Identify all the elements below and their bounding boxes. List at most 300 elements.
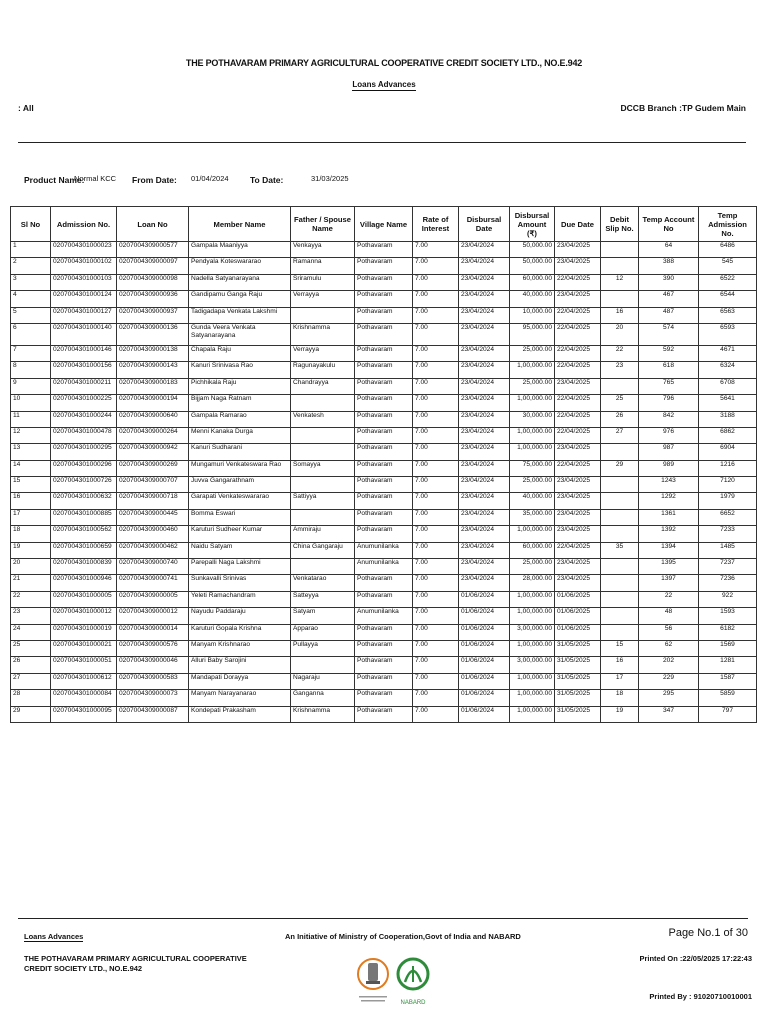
- table-cell: 7233: [699, 526, 757, 542]
- column-header: Due Date: [555, 207, 601, 242]
- table-row: [11, 690, 757, 706]
- table-cell: 0207004301000946: [51, 575, 117, 591]
- table-cell: 25,000.00: [510, 477, 555, 493]
- table-row: [11, 640, 757, 656]
- table-cell: 295: [639, 690, 699, 706]
- table-cell: 1,00,000.00: [510, 706, 555, 722]
- table-cell: 60,000.00: [510, 542, 555, 558]
- table-cell: Menni Kanaka Durga: [189, 427, 291, 443]
- table-cell: Apparao: [291, 624, 355, 640]
- table-cell: 10: [11, 395, 51, 411]
- table-cell: 23/04/2024: [459, 559, 510, 575]
- table-cell: 229: [639, 673, 699, 689]
- table-cell: 23/04/2025: [555, 291, 601, 307]
- table-cell: 28,000.00: [510, 575, 555, 591]
- table-cell: China Gangaraju: [291, 542, 355, 558]
- table-cell: Nadella Satyanarayana: [189, 274, 291, 290]
- table-row: [11, 591, 757, 607]
- table-cell: 0207004301000102: [51, 258, 117, 274]
- table-cell: 0207004301000295: [51, 444, 117, 460]
- table-cell: 60,000.00: [510, 274, 555, 290]
- table-cell: Pullayya: [291, 640, 355, 656]
- table-cell: 1392: [639, 526, 699, 542]
- table-cell: 7.00: [413, 493, 459, 509]
- table-cell: Ramanna: [291, 258, 355, 274]
- table-cell: 22/04/2025: [555, 274, 601, 290]
- table-cell: 7.00: [413, 706, 459, 722]
- table-cell: 592: [639, 345, 699, 361]
- table-cell: 796: [639, 395, 699, 411]
- table-cell: 0207004301000146: [51, 345, 117, 361]
- table-cell: Karuturi Gopala Krishna: [189, 624, 291, 640]
- table-row: [11, 575, 757, 591]
- table-cell: 9: [11, 378, 51, 394]
- table-cell: [601, 242, 639, 258]
- table-cell: Ganganna: [291, 690, 355, 706]
- table-cell: 0207004309000937: [117, 307, 189, 323]
- table-cell: 0207004309000136: [117, 323, 189, 345]
- table-header-row: [11, 207, 757, 242]
- table-cell: [291, 395, 355, 411]
- table-cell: 0207004309000460: [117, 526, 189, 542]
- table-cell: 0207004301000478: [51, 427, 117, 443]
- table-row: [11, 274, 757, 290]
- table-cell: 22/04/2025: [555, 427, 601, 443]
- table-cell: 2: [11, 258, 51, 274]
- table-cell: 6593: [699, 323, 757, 345]
- table-cell: 0207004301000296: [51, 460, 117, 476]
- table-cell: Pothavaram: [355, 640, 413, 656]
- table-row: [11, 427, 757, 443]
- table-cell: 0207004301000612: [51, 673, 117, 689]
- table-cell: 7120: [699, 477, 757, 493]
- table-cell: Manyam Krishnarao: [189, 640, 291, 656]
- table-cell: Anumunilanka: [355, 542, 413, 558]
- table-cell: 31/05/2025: [555, 706, 601, 722]
- table-cell: 23/04/2024: [459, 274, 510, 290]
- table-cell: 7.00: [413, 378, 459, 394]
- table-cell: 0207004301000005: [51, 591, 117, 607]
- table-cell: 0207004309000014: [117, 624, 189, 640]
- table-cell: 6862: [699, 427, 757, 443]
- table-cell: Pendyala Koteswararao: [189, 258, 291, 274]
- table-cell: [291, 307, 355, 323]
- table-cell: 1: [11, 242, 51, 258]
- table-cell: 25,000.00: [510, 559, 555, 575]
- column-header: Loan No: [117, 207, 189, 242]
- table-cell: 31/05/2025: [555, 657, 601, 673]
- table-cell: 7.00: [413, 690, 459, 706]
- nabard-logo-icon: [393, 952, 433, 1012]
- table-cell: 0207004301000885: [51, 509, 117, 525]
- table-cell: 12: [601, 274, 639, 290]
- table-cell: Anumunilanka: [355, 608, 413, 624]
- table-cell: Gandipamu Ganga Raju: [189, 291, 291, 307]
- column-header: Temp Account No: [639, 207, 699, 242]
- table-cell: 62: [639, 640, 699, 656]
- table-cell: 574: [639, 323, 699, 345]
- table-cell: 22/04/2025: [555, 345, 601, 361]
- table-cell: 16: [601, 307, 639, 323]
- table-cell: 0207004301000051: [51, 657, 117, 673]
- table-cell: 19: [11, 542, 51, 558]
- table-cell: 23/04/2024: [459, 542, 510, 558]
- table-cell: 842: [639, 411, 699, 427]
- table-cell: 23/04/2024: [459, 242, 510, 258]
- table-cell: Kanuri Srinivasa Rao: [189, 362, 291, 378]
- table-cell: 1,00,000.00: [510, 690, 555, 706]
- table-cell: [291, 657, 355, 673]
- table-cell: 0207004309000445: [117, 509, 189, 525]
- nabard-logo-text: NABARD: [400, 1000, 426, 1006]
- table-cell: 17: [11, 509, 51, 525]
- table-cell: 01/06/2024: [459, 657, 510, 673]
- table-cell: 0207004301000012: [51, 608, 117, 624]
- table-cell: 23: [601, 362, 639, 378]
- table-row: [11, 362, 757, 378]
- table-row: [11, 608, 757, 624]
- column-header: Debit Slip No.: [601, 207, 639, 242]
- table-cell: 7.00: [413, 427, 459, 443]
- table-cell: Yeleti Ramachandram: [189, 591, 291, 607]
- table-cell: Pothavaram: [355, 242, 413, 258]
- column-header: Admission No.: [51, 207, 117, 242]
- product-name-value: Normal KCC: [74, 174, 117, 183]
- table-cell: Gampala Maaniyya: [189, 242, 291, 258]
- table-cell: 23/04/2025: [555, 493, 601, 509]
- table-cell: 0207004301000244: [51, 411, 117, 427]
- table-cell: 31/05/2025: [555, 690, 601, 706]
- table-cell: 20: [601, 323, 639, 345]
- footer-divider: [18, 918, 748, 919]
- table-cell: 23/04/2024: [459, 477, 510, 493]
- table-cell: Pothavaram: [355, 258, 413, 274]
- table-cell: Verrayya: [291, 291, 355, 307]
- table-cell: 6486: [699, 242, 757, 258]
- table-cell: 7.00: [413, 657, 459, 673]
- printed-by: Printed By : 91020710010001: [649, 992, 752, 1001]
- table-cell: 0207004309000936: [117, 291, 189, 307]
- table-cell: 7.00: [413, 323, 459, 345]
- table-cell: [601, 378, 639, 394]
- table-cell: 0207004309000718: [117, 493, 189, 509]
- table-cell: 0207004309000942: [117, 444, 189, 460]
- table-cell: 3188: [699, 411, 757, 427]
- table-cell: 347: [639, 706, 699, 722]
- table-cell: 388: [639, 258, 699, 274]
- table-cell: 1,00,000.00: [510, 427, 555, 443]
- table-cell: Pichhikala Raju: [189, 378, 291, 394]
- table-cell: 40,000.00: [510, 291, 555, 307]
- table-cell: 7.00: [413, 274, 459, 290]
- table-cell: 7.00: [413, 411, 459, 427]
- table-cell: 1587: [699, 673, 757, 689]
- report-subtitle: [0, 80, 768, 89]
- table-cell: [601, 559, 639, 575]
- table-cell: 14: [11, 460, 51, 476]
- to-date-value: 31/03/2025: [311, 174, 349, 183]
- footer-society-name: THE POTHAVARAM PRIMARY AGRICULTURAL COOPERATIVE CREDIT SOCIETY LTD., NO.E.942: [24, 954, 247, 973]
- table-cell: 16: [601, 657, 639, 673]
- table-cell: 23/04/2025: [555, 477, 601, 493]
- table-cell: 7.00: [413, 526, 459, 542]
- table-cell: 5641: [699, 395, 757, 411]
- table-cell: 23/04/2025: [555, 509, 601, 525]
- table-cell: 7.00: [413, 624, 459, 640]
- table-cell: 4: [11, 291, 51, 307]
- table-cell: 1593: [699, 608, 757, 624]
- table-cell: Somayya: [291, 460, 355, 476]
- table-cell: Karuturi Sudheer Kumar: [189, 526, 291, 542]
- table-cell: 0207004309000183: [117, 378, 189, 394]
- table-cell: Pothavaram: [355, 657, 413, 673]
- scope-label: : All: [18, 103, 34, 113]
- table-cell: Kanuri Sudharani: [189, 444, 291, 460]
- table-cell: 22: [639, 591, 699, 607]
- table-cell: Juvva Gangarathnam: [189, 477, 291, 493]
- table-cell: Nagaraju: [291, 673, 355, 689]
- table-cell: 7.00: [413, 640, 459, 656]
- table-cell: 35,000.00: [510, 509, 555, 525]
- table-cell: 19: [601, 706, 639, 722]
- table-cell: 0207004301000103: [51, 274, 117, 290]
- table-cell: 01/06/2025: [555, 608, 601, 624]
- table-cell: 0207004309000577: [117, 242, 189, 258]
- table-row: [11, 307, 757, 323]
- table-cell: 20: [11, 559, 51, 575]
- table-cell: 23/04/2024: [459, 291, 510, 307]
- table-cell: Pothavaram: [355, 509, 413, 525]
- table-cell: Sriramulu: [291, 274, 355, 290]
- table-cell: 01/06/2024: [459, 640, 510, 656]
- table-cell: 0207004309000740: [117, 559, 189, 575]
- table-cell: 1,00,000.00: [510, 608, 555, 624]
- table-row: [11, 411, 757, 427]
- table-cell: 27: [11, 673, 51, 689]
- table-cell: Gunda Veera Venkata Satyanarayana: [189, 323, 291, 345]
- table-cell: 16: [11, 493, 51, 509]
- table-cell: 56: [639, 624, 699, 640]
- table-cell: 618: [639, 362, 699, 378]
- table-cell: 1395: [639, 559, 699, 575]
- table-cell: Tadigadapa Venkata Lakshmi: [189, 307, 291, 323]
- table-cell: 1,00,000.00: [510, 640, 555, 656]
- table-row: [11, 673, 757, 689]
- loans-table: [10, 206, 757, 723]
- table-cell: 22/04/2025: [555, 411, 601, 427]
- table-cell: 7.00: [413, 345, 459, 361]
- table-cell: Pothavaram: [355, 477, 413, 493]
- table-cell: 23/04/2025: [555, 559, 601, 575]
- table-cell: 23/04/2024: [459, 575, 510, 591]
- table-cell: Sattiyya: [291, 493, 355, 509]
- table-cell: 1,00,000.00: [510, 362, 555, 378]
- table-cell: 22/04/2025: [555, 460, 601, 476]
- table-cell: Pothavaram: [355, 493, 413, 509]
- table-cell: 23: [11, 608, 51, 624]
- table-cell: 25,000.00: [510, 345, 555, 361]
- table-cell: 13: [11, 444, 51, 460]
- table-cell: Chandrayya: [291, 378, 355, 394]
- table-cell: 40,000.00: [510, 493, 555, 509]
- table-cell: 22/04/2025: [555, 542, 601, 558]
- branch-label: DCCB Branch :TP Gudem Main: [620, 103, 746, 113]
- footer-report-name: Loans Advances: [24, 932, 84, 941]
- report-title: THE POTHAVARAM PRIMARY AGRICULTURAL COOPERATIVE CREDIT SOCIETY LTD., NO.E.942: [185, 58, 583, 68]
- table-cell: 0207004309000269: [117, 460, 189, 476]
- table-cell: Bijjam Naga Ratnam: [189, 395, 291, 411]
- table-cell: 23/04/2025: [555, 378, 601, 394]
- table-cell: Ragunayakulu: [291, 362, 355, 378]
- table-cell: 23/04/2024: [459, 362, 510, 378]
- table-cell: 23/04/2025: [555, 575, 601, 591]
- table-cell: 0207004309000046: [117, 657, 189, 673]
- table-cell: 48: [639, 608, 699, 624]
- table-cell: 3: [11, 274, 51, 290]
- to-date-label: To Date:: [250, 175, 284, 185]
- table-cell: 6544: [699, 291, 757, 307]
- table-cell: 7.00: [413, 307, 459, 323]
- column-header: Village Name: [355, 207, 413, 242]
- table-cell: 7.00: [413, 542, 459, 558]
- table-cell: 25: [601, 395, 639, 411]
- table-cell: 7.00: [413, 477, 459, 493]
- table-cell: 95,000.00: [510, 323, 555, 345]
- table-cell: 35: [601, 542, 639, 558]
- table-cell: 0207004301000839: [51, 559, 117, 575]
- table-cell: Venkayya: [291, 242, 355, 258]
- table-cell: 1,00,000.00: [510, 444, 555, 460]
- table-cell: 7.00: [413, 559, 459, 575]
- table-cell: Ammiraju: [291, 526, 355, 542]
- table-cell: 467: [639, 291, 699, 307]
- table-row: [11, 706, 757, 722]
- page-number: Page No.1 of 30: [668, 927, 748, 939]
- table-cell: 01/06/2024: [459, 706, 510, 722]
- table-cell: [601, 493, 639, 509]
- table-cell: Manyam Narayanarao: [189, 690, 291, 706]
- table-cell: Venkatarao: [291, 575, 355, 591]
- table-cell: 22: [11, 591, 51, 607]
- table-cell: Bomma Eswari: [189, 509, 291, 525]
- column-header: Father / Spouse Name: [291, 207, 355, 242]
- table-cell: 1292: [639, 493, 699, 509]
- table-row: [11, 258, 757, 274]
- table-cell: [601, 477, 639, 493]
- table-cell: [291, 444, 355, 460]
- footer-logos: [355, 952, 435, 1014]
- table-cell: 50,000.00: [510, 242, 555, 258]
- table-row: [11, 323, 757, 345]
- table-cell: 0207004309000005: [117, 591, 189, 607]
- table-cell: 27: [601, 427, 639, 443]
- table-cell: 22/04/2025: [555, 307, 601, 323]
- table-cell: 15: [11, 477, 51, 493]
- table-cell: Satyam: [291, 608, 355, 624]
- table-cell: 01/06/2024: [459, 690, 510, 706]
- table-cell: 23/04/2025: [555, 526, 601, 542]
- table-cell: 1485: [699, 542, 757, 558]
- table-cell: 26: [11, 657, 51, 673]
- table-cell: 7.00: [413, 258, 459, 274]
- table-cell: 0207004301000019: [51, 624, 117, 640]
- table-cell: 6324: [699, 362, 757, 378]
- table-cell: 21: [11, 575, 51, 591]
- table-cell: 1394: [639, 542, 699, 558]
- table-cell: 976: [639, 427, 699, 443]
- table-cell: 23/04/2024: [459, 444, 510, 460]
- table-cell: 3,00,000.00: [510, 657, 555, 673]
- table-cell: [601, 291, 639, 307]
- table-cell: 797: [699, 706, 757, 722]
- table-cell: 0207004309000073: [117, 690, 189, 706]
- table-row: [11, 477, 757, 493]
- table-cell: 0207004309000098: [117, 274, 189, 290]
- header-divider: [18, 142, 746, 143]
- column-header: Member Name: [189, 207, 291, 242]
- table-cell: 0207004309000138: [117, 345, 189, 361]
- table-cell: 7.00: [413, 460, 459, 476]
- table-cell: Naidu Satyam: [189, 542, 291, 558]
- table-cell: 1216: [699, 460, 757, 476]
- table-cell: 7.00: [413, 362, 459, 378]
- table-cell: [601, 591, 639, 607]
- table-cell: 64: [639, 242, 699, 258]
- table-cell: 0207004309000264: [117, 427, 189, 443]
- table-cell: Anumunilanka: [355, 559, 413, 575]
- table-row: [11, 291, 757, 307]
- table-cell: 12: [11, 427, 51, 443]
- table-cell: 23/04/2024: [459, 526, 510, 542]
- table-cell: 765: [639, 378, 699, 394]
- table-row: [11, 493, 757, 509]
- table-cell: 50,000.00: [510, 258, 555, 274]
- table-cell: 7.00: [413, 395, 459, 411]
- table-cell: 0207004301000211: [51, 378, 117, 394]
- table-cell: Pothavaram: [355, 673, 413, 689]
- table-cell: 4671: [699, 345, 757, 361]
- table-cell: 29: [11, 706, 51, 722]
- column-header: Sl No: [11, 207, 51, 242]
- table-cell: [291, 559, 355, 575]
- table-cell: 6708: [699, 378, 757, 394]
- table-cell: [601, 444, 639, 460]
- table-cell: Pothavaram: [355, 378, 413, 394]
- table-cell: 0207004301000225: [51, 395, 117, 411]
- table-cell: 0207004301000562: [51, 526, 117, 542]
- table-cell: 7.00: [413, 591, 459, 607]
- table-cell: 989: [639, 460, 699, 476]
- from-date-label: From Date:: [132, 175, 177, 185]
- table-cell: 0207004301000726: [51, 477, 117, 493]
- table-cell: 6904: [699, 444, 757, 460]
- table-cell: 7.00: [413, 673, 459, 689]
- table-cell: Krishnamma: [291, 706, 355, 722]
- column-header: Disbursal Amount (₹): [510, 207, 555, 242]
- table-cell: 22/04/2025: [555, 395, 601, 411]
- table-cell: Sunkavalli Srinivas: [189, 575, 291, 591]
- table-cell: 23/04/2024: [459, 258, 510, 274]
- table-cell: 6522: [699, 274, 757, 290]
- product-name-label: Product Name:: [24, 175, 85, 185]
- table-cell: 7237: [699, 559, 757, 575]
- table-row: [11, 509, 757, 525]
- table-cell: 01/06/2025: [555, 591, 601, 607]
- table-cell: 6182: [699, 624, 757, 640]
- table-cell: 487: [639, 307, 699, 323]
- table-cell: 6: [11, 323, 51, 345]
- table-row: [11, 242, 757, 258]
